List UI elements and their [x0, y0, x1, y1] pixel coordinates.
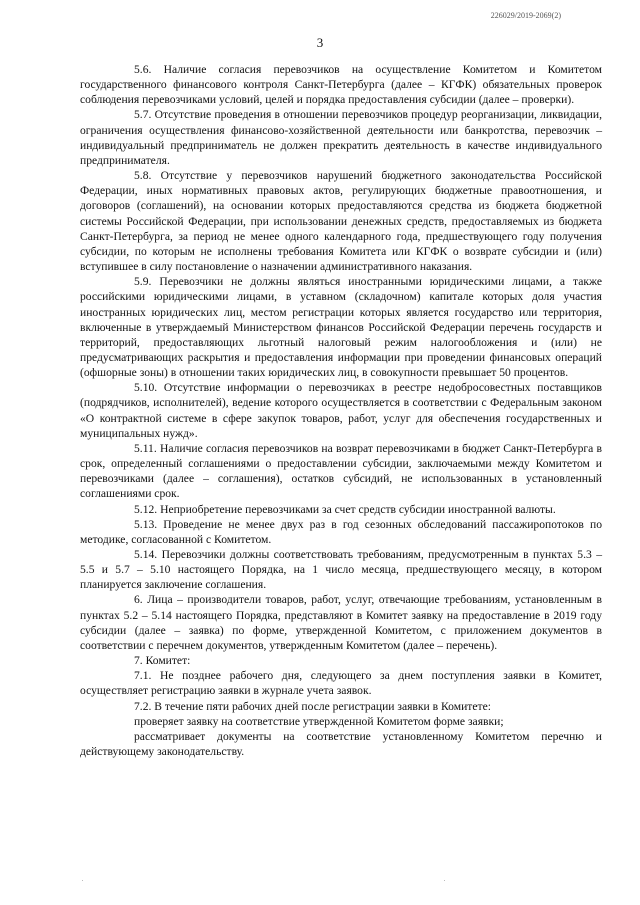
scan-dot-left [82, 880, 83, 881]
page-number: 3 [316, 35, 324, 50]
paragraph-5-13: 5.13. Проведение не менее двух раз в год сезонных обследований пассажиропотоков по методике, согласованной с Комитетом. [80, 517, 602, 546]
scan-dot-right [444, 880, 445, 881]
paragraph-7: 7. Комитет: [134, 654, 191, 668]
paragraph-5-10: 5.10. Отсутствие информации о перевозчиках в реестре недобросовестных поставщиков (подрядчиков, исполнителей), ведение которого осуществляется в соответствии с Федеральным законом «О контрактной системе в сфере закупок товаров, работ, услуг для обеспечения государственных и муниципальных нужд». [80, 381, 602, 440]
paragraph-7-2-item-1: проверяет заявку на соответствие утвержденной Комитетом форме заявки; [134, 714, 504, 728]
document-body [80, 62, 602, 759]
paragraph-6: 6. Лица – производители товаров, работ, услуг, отвечающие требованиям, установленным в пунктах 5.2 – 5.14 настоящего Порядка, представляют в Комитет заявку на предоставление в 2019 году субсидии (далее – заявка) по форме, утвержденной Комитетом, с приложением документов в соответствии с перечнем документов, утвержденным Комитетом (далее – перечень). [80, 593, 602, 652]
paragraph-5-14: 5.14. Перевозчики должны соответствовать требованиям, предусмотренным в пунктах 5.3 – 5.5 и 5.7 – 5.10 настоящего Порядка, на 1 число месяца, предшествующего месяцу, в котором планируется заключение соглашения. [80, 548, 602, 592]
paragraph-5-8: 5.8. Отсутствие у перевозчиков нарушений бюджетного законодательства Российской Федерации, иных нормативных правовых актов, регулирующих бюджетные правоотношения, и договоров (соглашений), на основании которых предоставляются средства из бюджета бюджетной системы Российской Федерации, при использовании денежных средств, предоставляемых из бюджета Санкт-Петербурга, за период не менее одного календарного года, предшествующего году получения субсидии, по которым не исполнены требования Комитета или КГФК о возврате субсидии и (или) вступившее в силу постановление о назначении административного наказания. [80, 169, 602, 274]
paragraph-5-12: 5.12. Неприобретение перевозчиками за счет средств субсидии иностранной валюты. [134, 502, 556, 516]
paragraph-7-1: 7.1. Не позднее рабочего дня, следующего за днем поступления заявки в Комитет, осуществляет регистрацию заявки в журнале учета заявок. [80, 669, 602, 698]
paragraph-5-9: 5.9. Перевозчики не должны являться иностранными юридическими лицами, а также российскими юридическими лицами, в уставном (складочном) капитале которых доля участия иностранных юридических лиц, местом регистрации которых является государство или территория, включенные в утверждаемый Министерством финансов Российской Федерации перечень государств и территорий, предоставляющих льготный налоговый режим налогообложения и (или) не предусматривающих раскрытия и предоставления информации при проведении финансовых операций (офшорные зоны) в отношении таких юридических лиц, в совокупности превышает 50 процентов. [80, 275, 602, 380]
paragraph-5-11: 5.11. Наличие согласия перевозчиков на возврат перевозчиками в бюджет Санкт-Петербурга в срок, определенный соглашениями о предоставлении субсидии, заключаемыми между Комитетом и перевозчиками (далее – соглашения), остатков субсидий, не использованных в установленный соглашениями срок. [80, 441, 602, 501]
paragraph-7-2: 7.2. В течение пяти рабочих дней после регистрации заявки в Комитете: [134, 699, 491, 713]
paragraph-7-2-item-2: рассматривает документы на соответствие установленному Комитетом перечню и действующему законодательству. [80, 729, 602, 759]
paragraph-5-6: 5.6. Наличие согласия перевозчиков на осуществление Комитетом и Комитетом государственного финансового контроля Санкт-Петербурга (далее – КГФК) обязательных проверок соблюдения перевозчиками условий, целей и порядка предоставления субсидии (далее – проверки). [80, 63, 602, 107]
document-registration-number: 226029/2019-2069(2) [490, 11, 561, 20]
paragraph-5-7: 5.7. Отсутствие проведения в отношении перевозчиков процедур реорганизации, ликвидации, ограничения осуществления финансово-хозяйственной деятельности или банкротства, перевозчик – индивидуальный предприниматель не должен прекратить деятельность в качестве индивидуального предпринимателя. [80, 108, 602, 167]
